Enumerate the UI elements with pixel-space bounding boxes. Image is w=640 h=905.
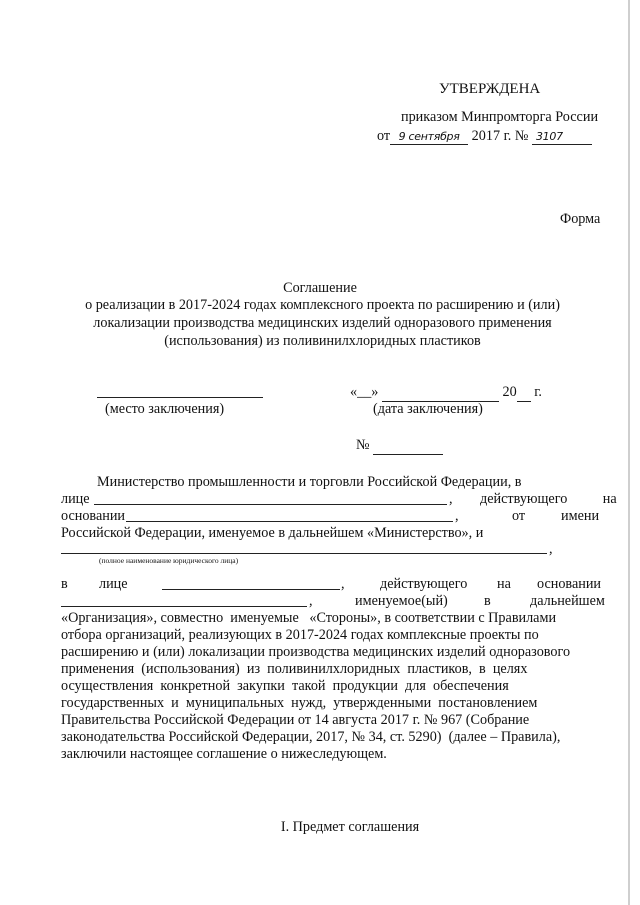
date-day-blank: «__»	[350, 384, 379, 400]
p2-line-10: законодательства Российской Федерации, 2017, № 34, ст. 5290) (далее – Правила),	[61, 729, 561, 745]
p2-comma-1: ,	[341, 576, 345, 592]
p2-line-11: заключили настоящее соглашение о нижеследующем.	[61, 746, 387, 762]
date-caption: (дата заключения)	[373, 401, 483, 417]
p1-basis: основании	[61, 508, 126, 524]
p1-name: имени	[561, 508, 600, 524]
agreement-subtitle-3: (использования) из поливинилхлоридных пластиков	[164, 333, 481, 349]
p2-basis: основании	[537, 576, 602, 592]
p2-further: дальнейшем	[530, 593, 605, 609]
p2-basis-blank	[61, 606, 307, 607]
approval-by: приказом Минпромторга России	[401, 109, 599, 125]
approval-date-handwritten: 9 сентября	[390, 130, 468, 145]
p2-line-8: государственных и муниципальных нужд, утвержденными постановлением	[61, 695, 538, 711]
p2-na: на	[497, 576, 511, 592]
approval-number-handwritten: 3107	[532, 130, 592, 145]
p2-face-blank	[162, 589, 340, 590]
p2-v2: в	[484, 593, 491, 609]
p1-acting: действующего на	[480, 491, 617, 507]
p2-acting: действующего	[380, 576, 468, 592]
p1-face: лице	[61, 491, 90, 507]
p2-line-9: Правительства Российской Федерации от 14 августа 2017 г. № 967 (Собрание	[61, 712, 530, 728]
scan-edge	[628, 0, 630, 905]
date-year-blank	[517, 383, 531, 402]
p2-named: именуемое(ый)	[355, 593, 448, 609]
number-blank	[373, 436, 443, 455]
p1-line1: Министерство промышленности и торговли Российской Федерации, в	[97, 474, 522, 490]
agreement-subtitle-1: о реализации в 2017-2024 годах комплексного проекта по расширению и (или)	[85, 297, 560, 313]
p1-comma-2: ,	[455, 508, 459, 524]
p2-line-6: применения (использования) из поливинилхлоридных пластиков, в целях	[61, 661, 528, 677]
agreement-subtitle-2: локализации производства медицинских изделий одноразового применения	[93, 315, 552, 331]
p2-line-3: «Организация», совместно именуемые «Стороны», в соответствии с Правилами	[61, 610, 557, 626]
approval-date-line	[377, 127, 592, 145]
form-label: Форма	[560, 211, 601, 227]
p2-line-4: отбора организаций, реализующих в 2017-2024 годах комплексные проекты по	[61, 627, 539, 643]
p2-comma-2: ,	[309, 593, 313, 609]
approval-date-prefix: от	[377, 128, 391, 144]
org-name-blank	[61, 553, 547, 554]
p1-basis-blank	[126, 521, 453, 522]
org-caption: (полное наименование юридического лица)	[99, 556, 239, 565]
org-comma: ,	[549, 541, 553, 557]
approval-title: УТВЕРЖДЕНА	[439, 81, 541, 97]
p1-from: от	[512, 508, 526, 524]
approval-date-year: 2017 г. №	[471, 128, 529, 144]
p1-face-blank	[94, 504, 447, 505]
number-sign: №	[356, 437, 370, 453]
date-year-prefix: 20	[502, 384, 517, 400]
p1-last: Российской Федерации, именуемое в дальнейшем «Министерство», и	[61, 525, 484, 541]
p2-line-5: расширению и (или) локализации производства медицинских изделий одноразового	[61, 644, 571, 660]
date-year-suffix: г.	[534, 384, 542, 400]
p2-line-7: осуществления конкретной закупки такой продукции для обеспечения	[61, 678, 509, 694]
p2-face: лице	[99, 576, 128, 592]
place-blank	[97, 397, 263, 398]
p2-v: в	[61, 576, 68, 592]
place-caption: (место заключения)	[105, 401, 225, 417]
p1-comma-1: ,	[449, 491, 453, 507]
section-1-title: I. Предмет соглашения	[280, 819, 420, 835]
agreement-title: Соглашение	[283, 280, 357, 296]
number-line	[356, 436, 443, 455]
